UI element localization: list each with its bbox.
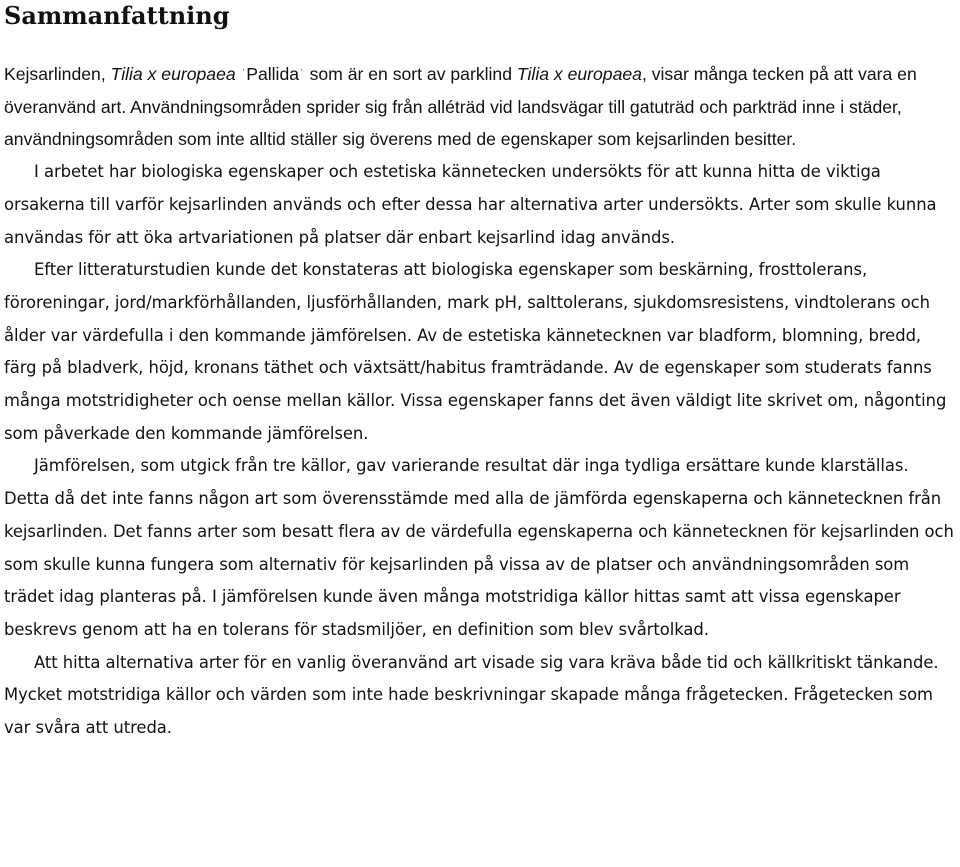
body-paragraph-2: Efter litteraturstudien kunde det konstateras att biologiska egenskaper som beskärning, frosttolerans, föroreningar, jord/markförhållanden, ljusförhållanden, mark pH, salttolerans, sjukdomsresistens, vindtolerans och ålder var värdefulla i den kommande jämförelsen. Av de estetiska kännetecknen var bladform, blomning, bredd, färg på bladverk, höjd, kronans täthet och växtsätt/habitus framträdande. Av de egenskaper som studerats fanns många motstridigheter och oense mellan källor. Vissa egenskaper fanns det även väldigt lite skrivet om, någonting som påverkade den kommande jämförelsen. xyxy=(4,260,947,443)
body-paragraph-4: Att hitta alternativa arter för en vanlig överanvänd art visade sig vara kräva både tid och källkritiskt tänkande. Mycket motstridiga källor och värden som inte hade beskrivningar skapade många frågetecken. Frågetecken som var svåra att utreda. xyxy=(4,652,939,738)
body-paragraph-1: I arbetet har biologiska egenskaper och estetiska kännetecken undersökts för att kunna hitta de viktiga orsakerna till varför kejsarlinden används och efter dessa har alternativa arter undersökts. Arter som skulle kunna användas för att öka artvariationen på platser där enbart kejsarlind idag används. xyxy=(4,162,937,247)
latin-name-2: Tilia x europaea xyxy=(516,64,642,84)
lead-text-3: , visar många tecken på att vara en överanvänd art. Användningsområden sprider sig från alléträd vid landsvägar till gatuträd och parkträd inne i städer, användningsområden som inte alltid ställer sig överens med de egenskaper som kejsarlinden besitter. xyxy=(4,64,917,150)
lead-text-1: Kejsarlinden, xyxy=(4,64,111,84)
quote-mark-open: ˈ xyxy=(241,68,246,80)
quote-mark-close: ˈ xyxy=(300,68,304,80)
latin-name-1: Tilia x europaea xyxy=(110,64,236,84)
page-title: Sammanfattning xyxy=(4,1,230,30)
cultivar-name: Pallida xyxy=(246,64,300,84)
lead-paragraph xyxy=(4,58,954,156)
lead-text-2: som är en sort av parklind xyxy=(304,64,517,84)
body-paragraph-3: Jämförelsen, som utgick från tre källor, gav varierande resultat där inga tydliga ersättare kunde klarställas. Detta då det inte fanns någon art som överensstämde med alla de jämförda egenskaperna och kännetecknen från kejsarlinden. Det fanns arter som besatt flera av de värdefulla egenskaperna och kännetecknen för kejsarlinden och som skulle kunna fungera som alternativ för kejsarlinden på vissa av de platser och användningsområden som trädet idag planteras på. I jämförelsen kunde även många motstridiga källor hittas samt att vissa egenskaper beskrevs genom att ha en tolerans för stadsmiljöer, en definition som blev svårtolkad. xyxy=(4,456,954,639)
